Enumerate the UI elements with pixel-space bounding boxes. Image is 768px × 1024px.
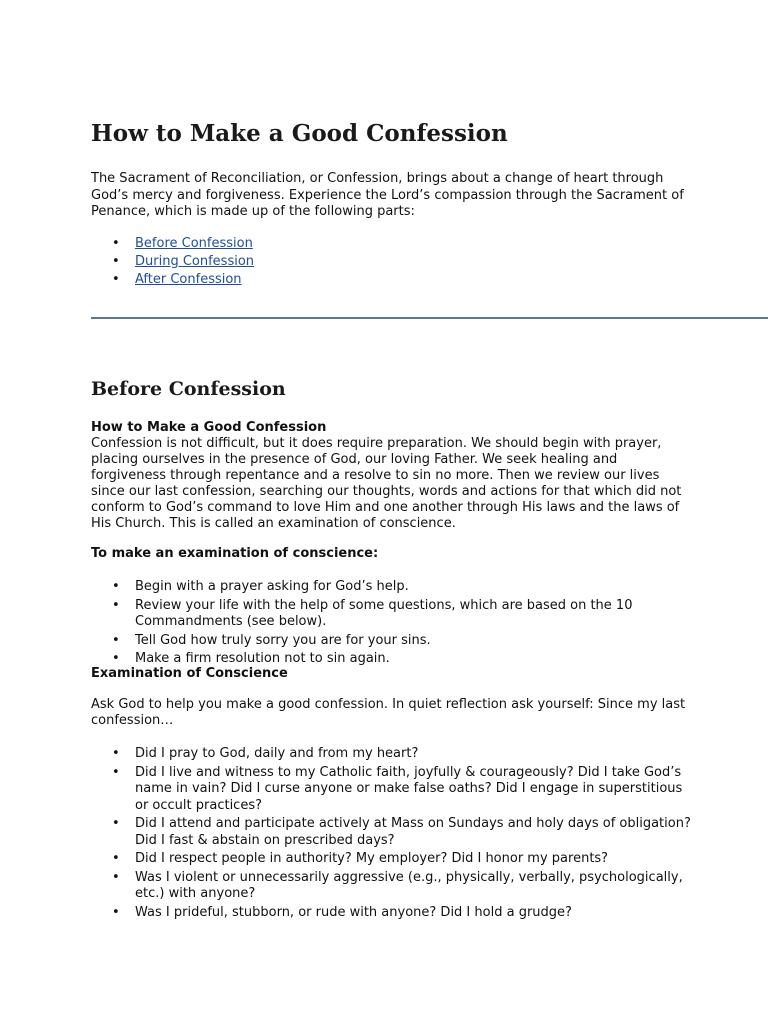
list-item: • Was I prideful, stubborn, or rude with anyone? Did I hold a grudge? <box>91 905 691 922</box>
horizontal-divider <box>91 317 768 319</box>
list-item: • Did I pray to God, daily and from my heart? <box>91 746 691 763</box>
list-item: • Did I respect people in authority? My employer? Did I honor my parents? <box>91 851 691 868</box>
toc-link-before-confession[interactable]: Before Confession <box>135 236 253 251</box>
toc-item <box>91 236 691 253</box>
list-item: • Did I live and witness to my Catholic faith, joyfully & courageously? Did I take God’s name in vain? Did I curse anyone or make false oaths? Did I engage in superstitious or occult practices? <box>91 765 691 815</box>
subheading-good-confession: How to Make a Good Confession <box>91 420 327 435</box>
conscience-questions-list <box>91 746 691 923</box>
list-item: • Review your life with the help of some questions, which are based on the 10 Commandments (see below). <box>91 598 691 631</box>
list-item: • Begin with a prayer asking for God’s help. <box>91 579 691 596</box>
subheading-examination-steps: To make an examination of conscience: <box>91 546 379 561</box>
list-item: • Make a firm resolution not to sin again. <box>91 651 691 668</box>
section-heading-before-confession: Before Confession <box>91 378 286 400</box>
list-item: • Did I attend and participate actively at Mass on Sundays and holy days of obligation? Did I fast & abstain on prescribed days? <box>91 816 691 849</box>
preparation-paragraph: Confession is not difficult, but it does require preparation. We should begin with prayer, placing ourselves in the presence of God, our loving Father. We seek healing and forgiveness through repentance and a resolve to sin no more. Then we review our lives since our last confession, searching our thoughts, words and actions for that which did not conform to God’s command to love Him and one another through His laws and the laws of His Church. This is called an examination of conscience. <box>91 436 682 531</box>
toc-item <box>91 272 691 289</box>
toc-link-after-confession[interactable]: After Confession <box>135 272 242 287</box>
toc-item <box>91 254 691 271</box>
reflection-paragraph: Ask God to help you make a good confession. In quiet reflection ask yourself: Since my last confession… <box>91 697 686 728</box>
table-of-contents <box>91 236 691 290</box>
list-item: • Tell God how truly sorry you are for your sins. <box>91 633 691 650</box>
page-title: How to Make a Good Confession <box>91 120 508 147</box>
subheading-examination-of-conscience: Examination of Conscience <box>91 666 288 681</box>
intro-paragraph: The Sacrament of Reconciliation, or Confession, brings about a change of heart through God’s mercy and forgiveness. Experience the Lord’s compassion through the Sacrament of Penance, which is made up of the following parts: <box>91 171 684 219</box>
list-item: • Was I violent or unnecessarily aggressive (e.g., physically, verbally, psychologically, etc.) with anyone? <box>91 870 691 903</box>
toc-link-during-confession[interactable]: During Confession <box>135 254 255 269</box>
examination-steps-list <box>91 579 691 670</box>
